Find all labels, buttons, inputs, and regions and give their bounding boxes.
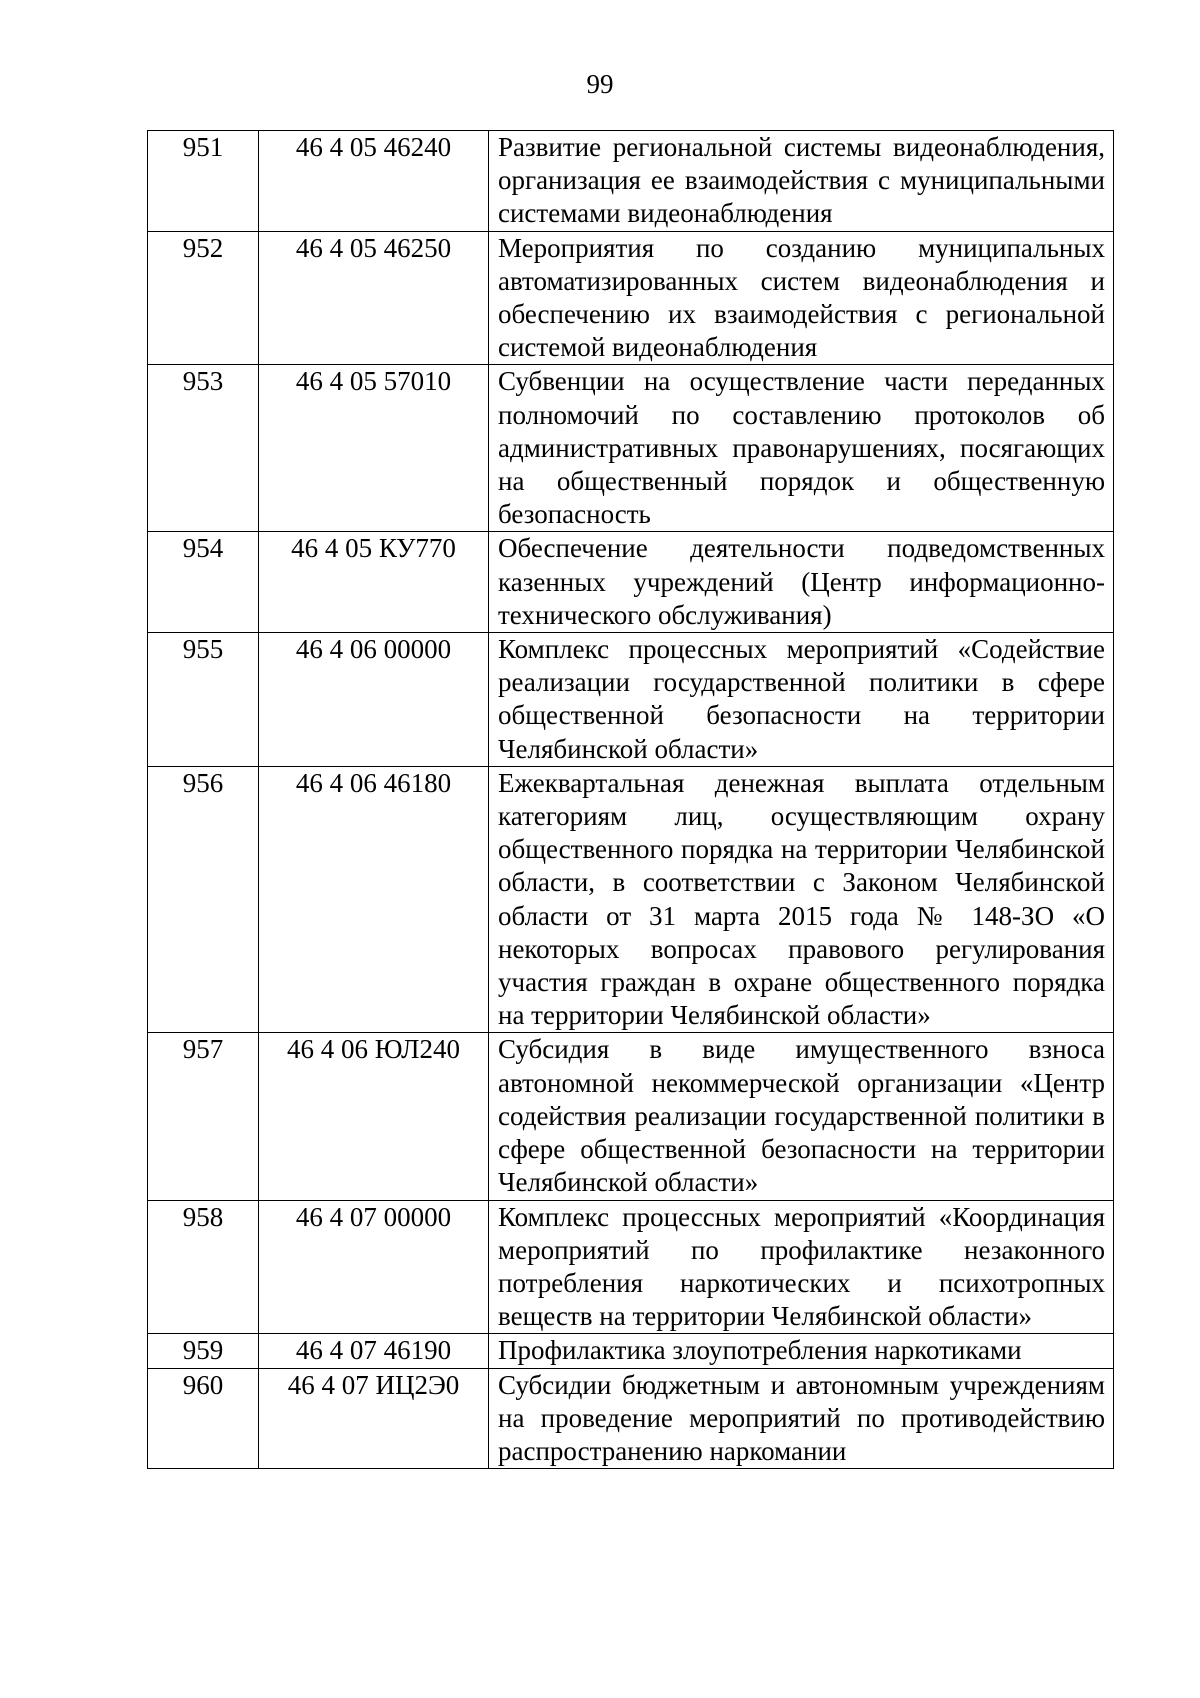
expense-description: Субсидия в виде имущественного взноса автономной некоммерческой организации «Центр содействия реализации государственной политики в сфере общественной безопасности на территории Челябинской области» xyxy=(489,1033,1114,1200)
target-article-code: 46 4 06 00000 xyxy=(259,633,489,767)
expense-description: Профилактика злоупотребления наркотиками xyxy=(489,1334,1114,1368)
row-number: 955 xyxy=(148,633,259,767)
target-article-code: 46 4 05 46240 xyxy=(259,131,489,232)
page-number: 99 xyxy=(586,69,614,99)
row-number: 953 xyxy=(148,365,259,532)
row-number: 957 xyxy=(148,1033,259,1200)
expense-description: Развитие региональной системы видеонаблюдения, организация ее взаимодействия с муниципальными системами видеонаблюдения xyxy=(489,131,1114,232)
target-article-code: 46 4 07 46190 xyxy=(259,1334,489,1368)
target-article-code: 46 4 06 ЮЛ240 xyxy=(259,1033,489,1200)
row-number: 952 xyxy=(148,231,259,365)
expense-description: Мероприятия по созданию муниципальных автоматизированных систем видеонаблюдения и обеспечению их взаимодействия с региональной системой видеонаблюдения xyxy=(489,231,1114,365)
table-row xyxy=(148,1033,1114,1200)
target-article-code: 46 4 07 ИЦ2Э0 xyxy=(259,1368,489,1469)
row-number: 960 xyxy=(148,1368,259,1469)
table-row xyxy=(148,1200,1114,1334)
table-row xyxy=(148,231,1114,365)
row-number: 951 xyxy=(148,131,259,232)
table-row xyxy=(148,1368,1114,1469)
table-row xyxy=(148,633,1114,767)
expense-description: Обеспечение деятельности подведомственных казенных учреждений (Центр информационно-технического обслуживания) xyxy=(489,532,1114,633)
target-article-code: 46 4 06 46180 xyxy=(259,766,489,1033)
table-row xyxy=(148,365,1114,532)
table-row xyxy=(148,1334,1114,1368)
expense-description: Субвенции на осуществление части переданных полномочий по составлению протоколов об административных правонарушениях, посягающих на общественный порядок и общественную безопасность xyxy=(489,365,1114,532)
expense-description: Ежеквартальная денежная выплата отдельным категориям лиц, осуществляющим охрану общественного порядка на территории Челябинской области, в соответствии с Законом Челябинской области от 31 марта 2015 года № 148-ЗО «О некоторых вопросах правового регулирования участия граждан в охране общественного порядка на территории Челябинской области» xyxy=(489,766,1114,1033)
row-number: 956 xyxy=(148,766,259,1033)
table-row xyxy=(148,532,1114,633)
row-number: 959 xyxy=(148,1334,259,1368)
target-article-code: 46 4 07 00000 xyxy=(259,1200,489,1334)
row-number: 954 xyxy=(148,532,259,633)
table-row xyxy=(148,766,1114,1033)
target-article-code: 46 4 05 КУ770 xyxy=(259,532,489,633)
row-number: 958 xyxy=(148,1200,259,1334)
target-article-code: 46 4 05 46250 xyxy=(259,231,489,365)
budget-codes-table xyxy=(147,130,1114,1469)
expense-description: Комплекс процессных мероприятий «Содействие реализации государственной политики в сфере общественной безопасности на территории Челябинской области» xyxy=(489,633,1114,767)
expense-description: Субсидии бюджетным и автономным учреждениям на проведение мероприятий по противодействию распространению наркомании xyxy=(489,1368,1114,1469)
target-article-code: 46 4 05 57010 xyxy=(259,365,489,532)
table-row xyxy=(148,131,1114,232)
expense-description: Комплекс процессных мероприятий «Координация мероприятий по профилактике незаконного потребления наркотических и психотропных веществ на территории Челябинской области» xyxy=(489,1200,1114,1334)
